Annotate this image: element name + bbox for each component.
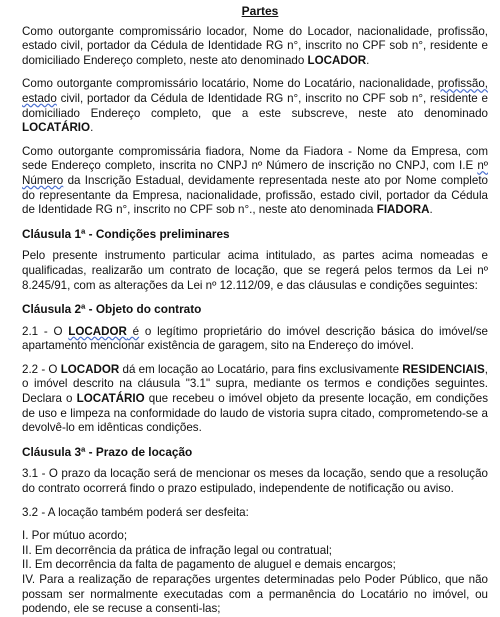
spellcheck-mark[interactable]: nº Número [22, 159, 488, 187]
document-title: Partes [241, 4, 279, 18]
list-item: II. Em decorrência da falta de pagamento de aluguel e demais encargos; [22, 558, 396, 572]
termination-list [22, 529, 488, 617]
party-locatario-paragraph: Como outorgante compromissário locatário, Nome do Locatário, nacionalidade, profissão, estado civil, portador da Cédula de Identidade RG n°, inscrito no CPF sob n°, residente e domiciliado Endereço completo, que a este subscreve, neste ato denominado LOCATÁRIO. [22, 77, 488, 135]
party-locador-paragraph: Como outorgante compromissário locador, Nome do Locador, nacionalidade, profissão, estado civil, portador da Cédula de Identidade RG n°, inscrito no CPF sob n°, residente e domiciliado Endereço completo, neste ato denominado LOCADOR. [22, 24, 488, 67]
clause-1-heading: Cláusula 1ª - Condições preliminares [22, 226, 230, 241]
clause-3-heading: Cláusula 3ª - Prazo de locação [22, 444, 193, 459]
spellcheck-mark[interactable]: profissão, estado [22, 77, 488, 105]
document-body [22, 4, 488, 617]
list-item: IV. Para a realização de reparações urgentes determinadas pelo Poder Público, que não possam ser normalmente executadas com a permanência do Locatário no imóvel, ou podendo, ele se recuse a consenti-las; [22, 573, 488, 616]
clause-3-1-text: 3.1 - O prazo da locação será de mencionar os meses da locação, sendo que a resolução do contrato ocorrerá findo o prazo estipulado, independente de notificação ou aviso. [22, 467, 488, 496]
list-item: I. Por mútuo acordo; [22, 529, 128, 543]
clause-2-heading: Cláusula 2ª - Objeto do contrato [22, 302, 202, 317]
list-item: II. Em decorrência da prática de infração legal ou contratual; [22, 543, 332, 557]
clause-2-2-text: 2.2 - O LOCADOR dá em locação ao Locatário, para fins exclusivamente RESIDENCIAIS, o imóvel descrito na cláusula "3.1" supra, mediante os termos e condições seguintes. Declara o LOCATÁRIO que recebeu o imóvel objeto da presente locação, em condições de uso e limpeza na conformidade do laudo de vistoria supra citado, comprometendo-se a devolvê-lo em idênticas condições. [22, 362, 488, 435]
clause-3-2-text: 3.2 - A locação também poderá ser desfeita: [22, 505, 249, 519]
clause-1-text: Pelo presente instrumento particular acima intitulado, as partes acima nomeadas e qualificadas, realizarão um contrato de locação, que se regerá pelos termos da Lei nº 8.245/91, com as alterações da Lei nº 12.112/09, e das cláusulas e condições seguintes: [22, 249, 488, 292]
spellcheck-mark[interactable]: LOCADOR [68, 324, 127, 338]
party-fiadora-paragraph: Como outorgante compromissária fiadora, Nome da Fiadora - Nome da Empresa, com sede Endereço completo, inscrita no CNPJ nº Número de inscrição no CNPJ, com I.E nº Número da Inscrição Estadual, devidamente representada neste ato por Nome completo do representante da Empresa, nacionalidade, profissão, estado civil, portador da Cédula de Identidade RG n°, inscrito no CPF sob n°., neste ato denominada FIADORA. [22, 144, 488, 217]
clause-2-1-text: 2.1 - O LOCADOR é o legítimo proprietário do imóvel descrição básica do imóvel/se apartamento mencionar existência de garagem, sito na Endereço do imóvel. [22, 324, 489, 353]
spellcheck-mark[interactable]: é [126, 324, 140, 338]
